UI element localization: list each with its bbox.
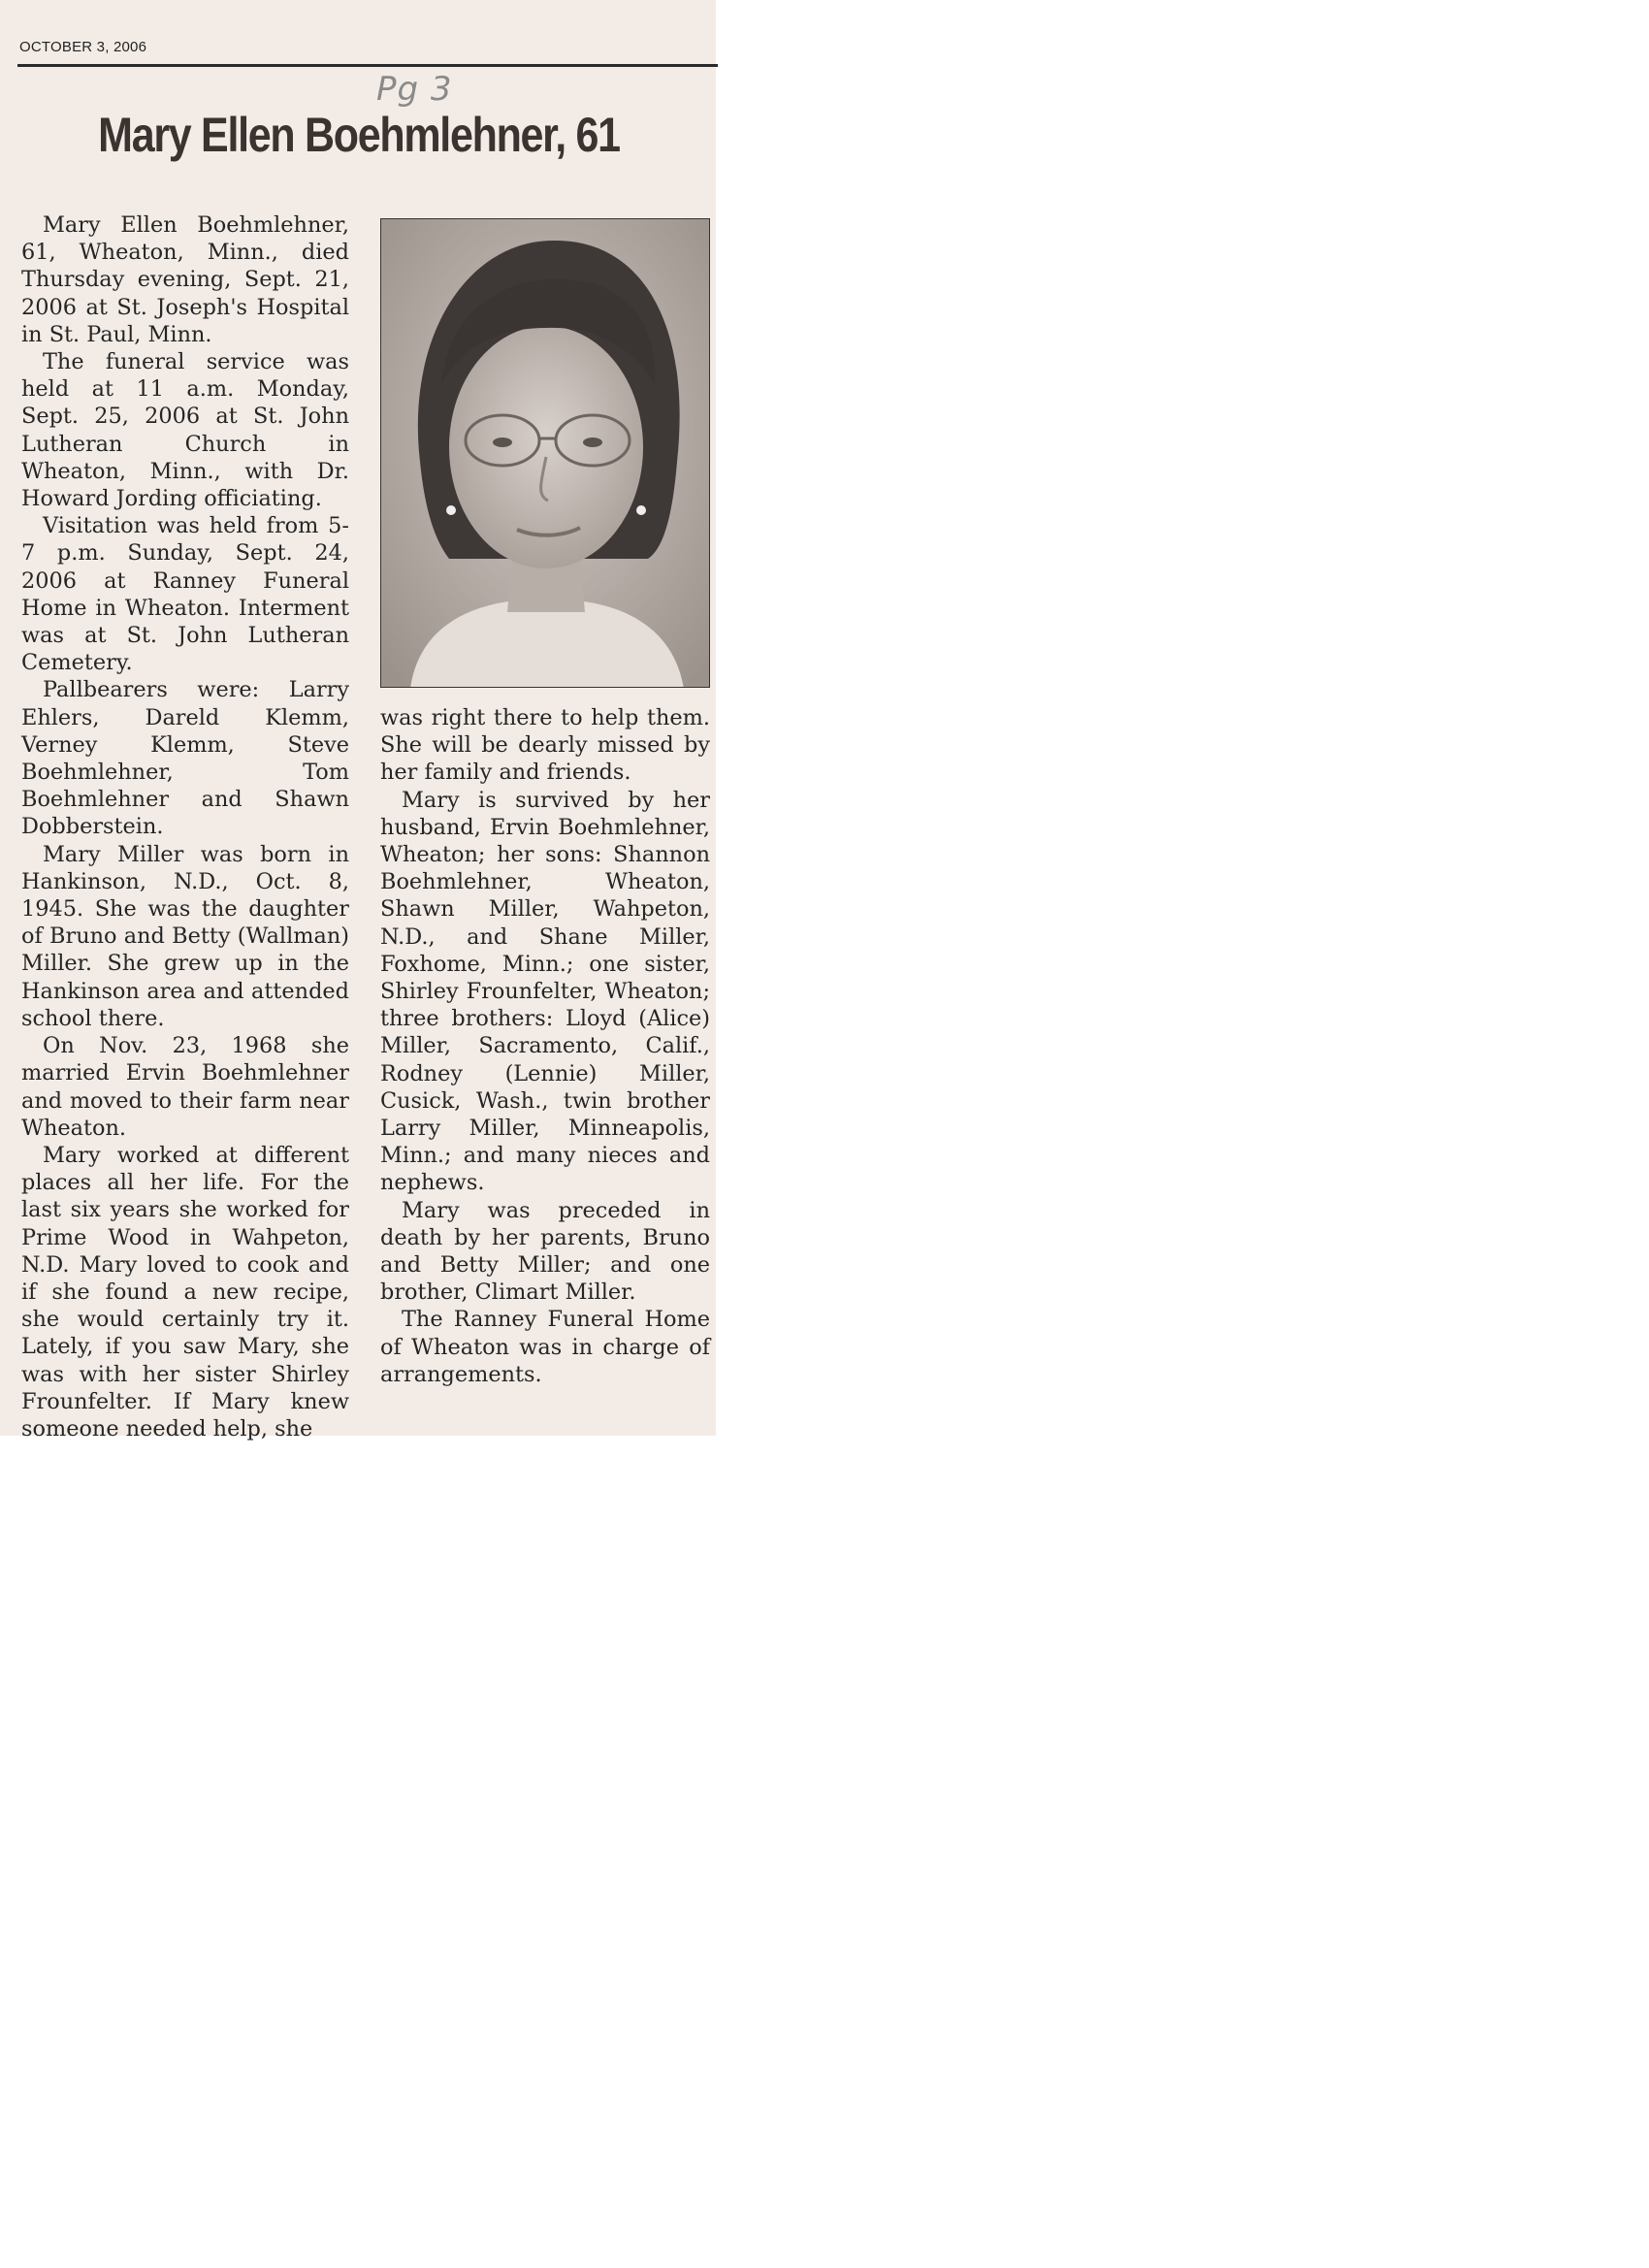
paragraph: Mary was preceded in death by her parents, Bruno and Betty Miller; and one brother, Climart Miller.: [380, 1197, 710, 1306]
portrait-illustration: [381, 219, 710, 688]
right-column: [380, 704, 710, 1388]
dateline: OCTOBER 3, 2006: [19, 39, 147, 55]
paragraph: Mary is survived by her husband, Ervin Boehmlehner, Wheaton; her sons: Shannon Boehmlehner, Wheaton, Shawn Miller, Wahpeton, N.D., and Shane Miller, Foxhome, Minn.; one sister, Shirley Frounfelter, Wheaton; three brothers: Lloyd (Alice) Miller, Sacramento, Calif., Rodney (Lennie) Miller, Cusick, Wash., twin brother Larry Miller, Minneapolis, Minn.; and many nieces and nephews.: [380, 787, 710, 1196]
paragraph: The funeral service was held at 11 a.m. Monday, Sept. 25, 2006 at St. John Lutheran Church in Wheaton, Minn., with Dr. Howard Jording officiating.: [21, 349, 349, 512]
header-rule: [17, 64, 718, 67]
newspaper-clipping: [0, 0, 716, 1442]
paragraph: Pallbearers were: Larry Ehlers, Dareld Klemm, Verney Klemm, Steve Boehmlehner, Tom Boehmlehner and Shawn Dobberstein.: [21, 677, 349, 840]
portrait-photo: [380, 218, 710, 688]
paragraph: The Ranney Funeral Home of Wheaton was in charge of arrangements.: [380, 1307, 710, 1387]
left-column: [21, 211, 349, 1442]
paragraph: Mary Ellen Boehmlehner, 61, Wheaton, Minn., died Thursday evening, Sept. 21, 2006 at St. Joseph's Hospital in St. Paul, Minn.: [21, 212, 349, 347]
paragraph: Mary Miller was born in Hankinson, N.D., Oct. 8, 1945. She was the daughter of Bruno and Betty (Wallman) Miller. She grew up in the Hankinson area and attended school there.: [21, 841, 349, 1031]
paragraph: was right there to help them. She will be dearly missed by her family and friends.: [380, 705, 710, 786]
paragraph: On Nov. 23, 1968 she married Ervin Boehmlehner and moved to their farm near Wheaton.: [21, 1033, 349, 1141]
paragraph: Mary worked at different places all her life. For the last six years she worked for Prime Wood in Wahpeton, N.D. Mary loved to cook and if she found a new recipe, she would certainly try it. Lately, if you saw Mary, she was with her sister Shirley Frounfelter. If Mary knew someone needed help, she: [21, 1142, 349, 1442]
paragraph: Visitation was held from 5-7 p.m. Sunday, Sept. 24, 2006 at Ranney Funeral Home in Wheaton. Interment was at St. John Lutheran Cemetery.: [21, 513, 349, 676]
obituary-headline: Mary Ellen Boehmlehner, 61: [98, 108, 620, 162]
handwritten-page-note: Pg 3: [376, 70, 453, 109]
